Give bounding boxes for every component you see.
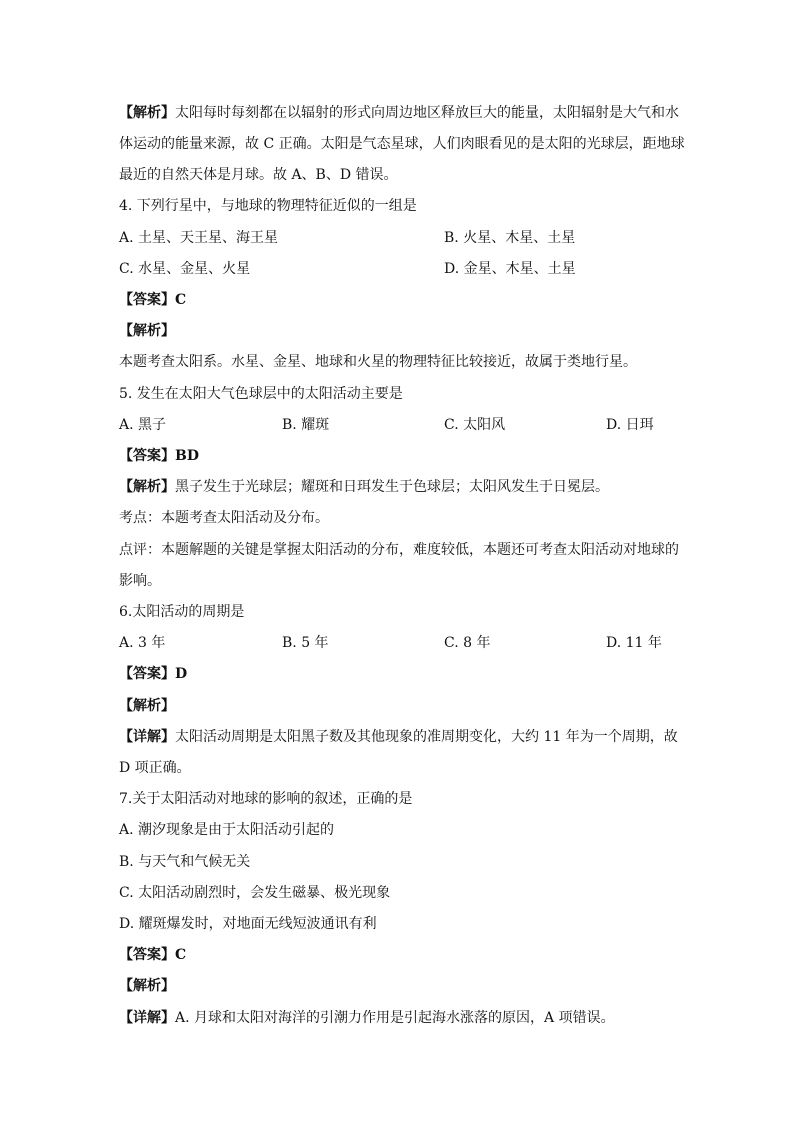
question-6-analysis-tag: 【解析】 bbox=[119, 698, 175, 714]
question-7-stem: 7.关于太阳活动对地球的影响的叙述，正确的是 bbox=[119, 791, 413, 807]
question-4-answer: 【答案】C bbox=[119, 292, 187, 308]
question-5-kaodian: 考点：本题考查太阳活动及分布。 bbox=[119, 510, 329, 526]
analysis-paragraph-line: 体运动的能量来源，故 C 正确。太阳是气态星球，人们肉眼看见的是太阳的光球层，距地球 bbox=[119, 136, 685, 152]
question-5-dianping-line: 点评：本题解题的关键是掌握太阳活动的分布，难度较低，本题还可考查太阳活动对地球的 bbox=[119, 542, 679, 558]
question-6-option-d: D. 11 年 bbox=[606, 635, 662, 651]
question-7-option-b: B. 与天气和气候无关 bbox=[119, 854, 251, 870]
question-7-option-a: A. 潮汐现象是由于太阳活动引起的 bbox=[119, 822, 335, 838]
question-4-option-d: D. 金星、木星、土星 bbox=[444, 261, 576, 277]
question-5-option-a: A. 黑子 bbox=[119, 417, 167, 433]
question-7-detail bbox=[119, 1009, 679, 1027]
question-7-answer: 【答案】C bbox=[119, 947, 187, 963]
question-6-option-b: B. 5 年 bbox=[282, 635, 329, 651]
analysis-text: 太阳每时每刻都在以辐射的形式向周边地区释放巨大的能量，太阳辐射是大气和水 bbox=[175, 105, 679, 121]
question-6-answer: 【答案】D bbox=[119, 666, 188, 682]
question-6-option-a: A. 3 年 bbox=[119, 635, 166, 651]
question-7-analysis-tag: 【解析】 bbox=[119, 978, 175, 994]
question-4-option-c: C. 水星、金星、火星 bbox=[119, 261, 251, 277]
question-5-analysis bbox=[119, 478, 679, 496]
question-6-stem: 6.太阳活动的周期是 bbox=[119, 604, 245, 620]
question-5-answer: 【答案】BD bbox=[119, 448, 199, 464]
question-4-option-b: B. 火星、木星、土星 bbox=[444, 230, 576, 246]
question-4-stem: 4. 下列行星中，与地球的物理特征近似的一组是 bbox=[119, 198, 417, 214]
question-7-option-d: D. 耀斑爆发时，对地面无线短波通讯有利 bbox=[119, 916, 377, 932]
analysis-paragraph-line: 最近的自然天体是月球。故 A、B、D 错误。 bbox=[119, 167, 398, 183]
question-7-option-c: C. 太阳活动剧烈时，会发生磁暴、极光现象 bbox=[119, 885, 391, 901]
analysis-paragraph-line bbox=[119, 104, 679, 122]
question-5-stem: 5. 发生在太阳大气色球层中的太阳活动主要是 bbox=[119, 386, 403, 402]
question-6-detail bbox=[119, 728, 679, 746]
detail-text: 太阳活动周期是太阳黑子数及其他现象的准周期变化，大约 11 年为一个周期，故 bbox=[175, 729, 678, 745]
analysis-text: 黑子发生于光球层；耀斑和日珥发生于色球层；太阳风发生于日冕层。 bbox=[175, 479, 609, 495]
question-6-detail-line: D 项正确。 bbox=[119, 760, 191, 776]
detail-tag: 【详解】 bbox=[119, 1010, 175, 1026]
question-5-option-b: B. 耀斑 bbox=[282, 417, 330, 433]
question-4-analysis-tag: 【解析】 bbox=[119, 323, 175, 339]
question-6-option-c: C. 8 年 bbox=[444, 635, 491, 651]
question-4-option-a: A. 土星、天王星、海王星 bbox=[119, 230, 279, 246]
detail-tag: 【详解】 bbox=[119, 729, 175, 745]
question-5-dianping-line: 影响。 bbox=[119, 573, 161, 589]
detail-text: A. 月球和太阳对海洋的引潮力作用是引起海水涨落的原因，A 项错误。 bbox=[175, 1010, 615, 1026]
question-5-option-d: D. 日珥 bbox=[606, 417, 654, 433]
question-5-option-c: C. 太阳风 bbox=[444, 417, 506, 433]
analysis-tag: 【解析】 bbox=[119, 105, 175, 121]
question-4-analysis: 本题考查太阳系。水星、金星、地球和火星的物理特征比较接近，故属于类地行星。 bbox=[119, 354, 637, 370]
analysis-tag: 【解析】 bbox=[119, 479, 175, 495]
